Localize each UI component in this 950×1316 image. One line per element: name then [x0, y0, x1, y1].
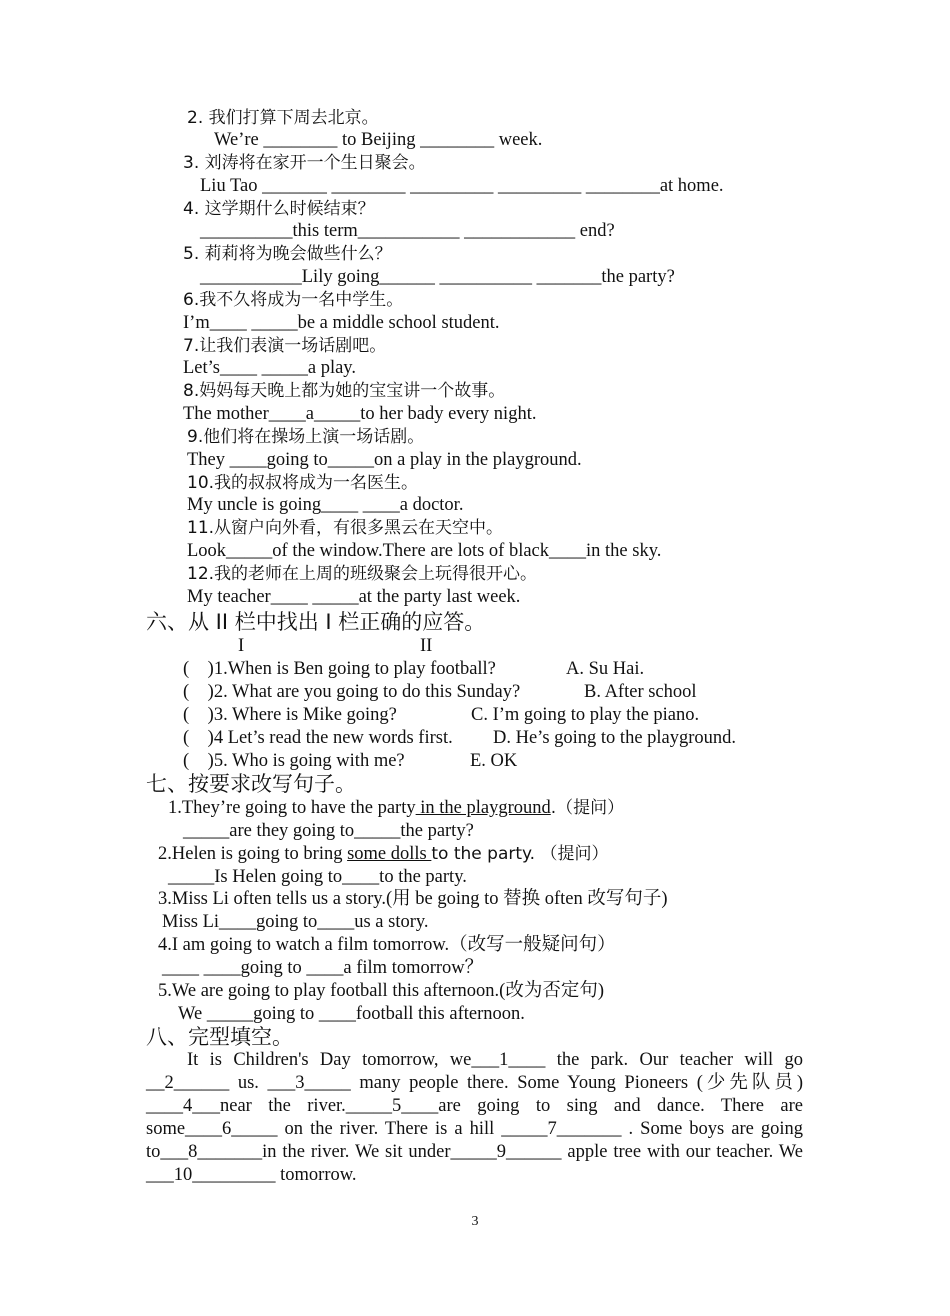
- column-one-label: I: [238, 636, 245, 656]
- q2-english: We’re ________ to Beijing ________ week.: [214, 130, 543, 150]
- rewrite-answer-3: Miss Li____going to____us a story.: [162, 912, 429, 932]
- rewrite-answer-2: _____Is Helen going to____to the party.: [168, 867, 467, 887]
- instruction-text: to the party. （提问）: [431, 844, 609, 864]
- match-question: ( )3. Where is Mike going?: [183, 705, 397, 725]
- rewrite-sentence-1: [168, 797, 624, 819]
- match-answer: C. I’m going to play the piano.: [471, 705, 700, 725]
- rewrite-answer-4: ____ ____going to ____a film tomorrow？: [162, 958, 484, 978]
- rewrite-sentence-2: [158, 843, 608, 865]
- rewrite-sentence-3: 3.Miss Li often tells us a story.(用 be going to 替换 often 改写句子): [158, 889, 668, 909]
- cloze-passage: It is Children's Day tomorrow, we___1____ the park. Our teacher will go __2______ us. ___3_____ many people there. Some Young Pioneers (少先队员) ____4___near the river._____5____are going to sing and dance. There are some____6_____ on the river. There is a hill _____7_______ . Some boys are going to___8_______in the river. We sit under_____9______ apple tree with our teacher. We ___10_________ tomorrow.: [146, 1050, 803, 1185]
- q8-english: The mother____a_____to her bady every night.: [183, 404, 537, 424]
- section-six-heading: 六、从 II 栏中找出 I 栏正确的应答。: [146, 610, 486, 634]
- underlined-phrase: in the playground: [415, 798, 551, 818]
- q3-chinese: 3. 刘涛将在家开一个生日聚会。: [183, 153, 426, 173]
- section-seven-heading: 七、按要求改写句子。: [146, 772, 356, 796]
- underlined-phrase: some dolls: [347, 844, 432, 864]
- match-answer: B. After school: [584, 682, 697, 702]
- q9-chinese: 9.他们将在操场上演一场话剧。: [187, 427, 425, 447]
- q7-english: Let’s____ _____a play.: [183, 358, 356, 378]
- match-question: ( )4 Let’s read the new words first.: [183, 728, 453, 748]
- rewrite-answer-5: We _____going to ____football this afternoon.: [178, 1004, 525, 1024]
- match-answer: E. OK: [470, 751, 518, 771]
- match-question: ( )1.When is Ben going to play football?: [183, 659, 496, 679]
- q12-chinese: 12.我的老师在上周的班级聚会上玩得很开心。: [187, 564, 538, 584]
- q5-chinese: 5. 莉莉将为晚会做些什么？: [183, 244, 392, 264]
- q9-english: They ____going to_____on a play in the playground.: [187, 450, 582, 470]
- sentence-text: 2.Helen is going to bring: [158, 844, 348, 864]
- q4-english: __________this term___________ ____________ end?: [200, 221, 615, 241]
- q8-chinese: 8.妈妈每天晚上都为她的宝宝讲一个故事。: [183, 381, 506, 401]
- column-two-label: II: [420, 636, 433, 656]
- page-number: 3: [471, 1214, 479, 1229]
- rewrite-answer-1: _____are they going to_____the party?: [183, 821, 474, 841]
- instruction-text: .（提问）: [550, 798, 625, 818]
- match-answer: D. He’s going to the playground.: [493, 728, 737, 748]
- q10-english: My uncle is going____ ____a doctor.: [187, 495, 464, 515]
- q10-chinese: 10.我的叔叔将成为一名医生。: [187, 473, 419, 493]
- q12-english: My teacher____ _____at the party last week.: [187, 587, 521, 607]
- q3-english: Liu Tao _______ ________ _________ _________ ________at home.: [200, 176, 724, 196]
- q6-english: I’m____ _____be a middle school student.: [183, 313, 500, 333]
- rewrite-sentence-5: 5.We are going to play football this afternoon.(改为否定句): [158, 981, 605, 1001]
- q2-chinese: 2. 我们打算下周去北京。: [187, 108, 379, 128]
- rewrite-sentence-4: 4.I am going to watch a film tomorrow.（改写一般疑问句）: [158, 935, 616, 955]
- q5-english: ___________Lily going______ __________ _______the party?: [200, 267, 675, 287]
- match-question: ( )5. Who is going with me?: [183, 751, 405, 771]
- q7-chinese: 7.让我们表演一场话剧吧。: [183, 336, 387, 356]
- q4-chinese: 4. 这学期什么时候结束？: [183, 199, 375, 219]
- q11-chinese: 11.从窗户向外看，有很多黑云在天空中。: [187, 518, 504, 538]
- match-answer: A. Su Hai.: [566, 659, 645, 679]
- match-question: ( )2. What are you going to do this Sunday?: [183, 682, 521, 702]
- q6-chinese: 6.我不久将成为一名中学生。: [183, 290, 404, 310]
- section-eight-heading: 八、完型填空。: [146, 1025, 293, 1049]
- sentence-text: 1.They’re going to have the party: [168, 798, 416, 818]
- q11-english: Look_____of the window.There are lots of black____in the sky.: [187, 541, 662, 561]
